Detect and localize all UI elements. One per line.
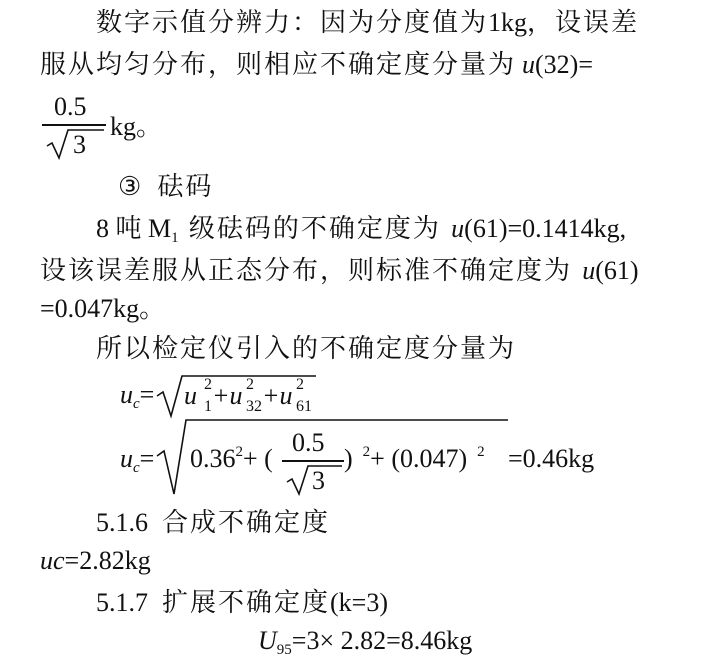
U95-equation: $U_{95}=3\times 2.82=8.46kg$ (258, 626, 473, 658)
para2-line3: =0.047kg。 (40, 294, 166, 323)
section-5-1-7: 5.1.7 扩展不确定度(k=3) (96, 588, 388, 618)
uc-value: uc=2.82kg (40, 546, 151, 575)
eq2-result: =0.46kg (508, 444, 595, 473)
eq2-rest: ) $^2$+ (0.047) $^2$ (344, 444, 485, 473)
para1-line1: 数字示值分辨力：因为分度值为1kg，设误差 (96, 8, 640, 38)
eq1-term-2: +u (212, 381, 243, 410)
section-5-1-6: 5.1.6 合成不确定度 (96, 508, 331, 538)
para2-line2: 设该误差服从正态分布，则标准不确定度为 u(61) (40, 256, 639, 286)
equation-2-lhs: $u_c=$ (120, 444, 155, 476)
eq2-term-a: $0.36^2+$ ( (190, 444, 273, 473)
para3: 所以检定仪引入的不确定度分量为 (96, 334, 517, 364)
circled-3-marker: ③ (118, 172, 144, 202)
fraction-unit: kg。 (110, 112, 163, 141)
para2-line1: 8 吨 $M_1$ 级砝码的不确定度为 u(61)=0.1414kg, (96, 214, 627, 246)
eq1-term-3: +u (262, 381, 293, 410)
equation-1: $u_c=$ (120, 380, 155, 412)
eq1-term-1: u (184, 381, 197, 410)
item3-heading: ③ 砝码 (118, 172, 214, 202)
para1-line2: 服从均匀分布，则相应不确定度分量为 u(32)= (40, 50, 593, 80)
